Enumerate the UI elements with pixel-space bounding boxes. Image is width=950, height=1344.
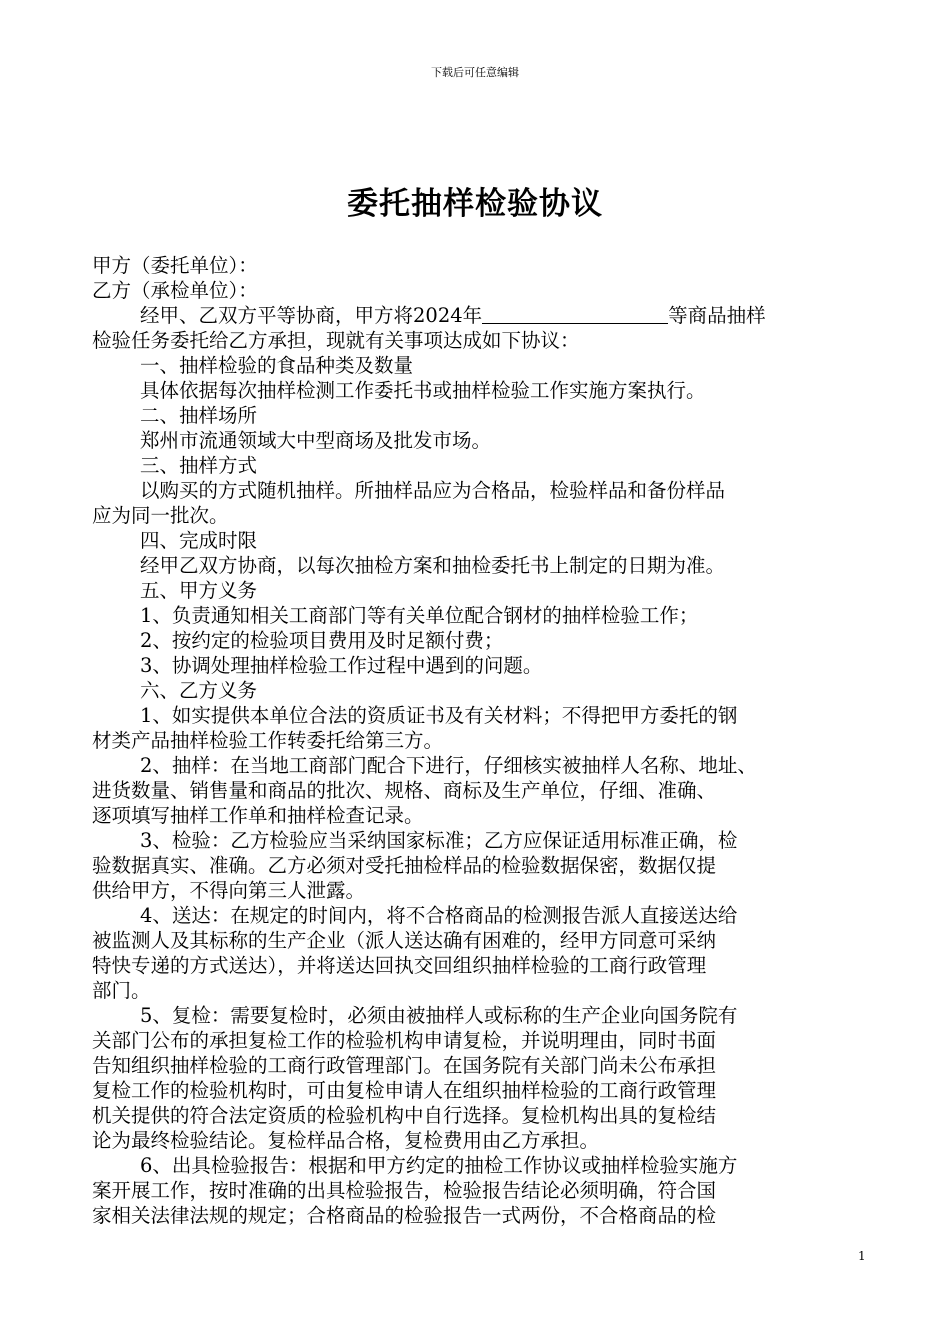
- body-line: 被监测人及其标称的生产企业（派人送达确有困难的，经甲方同意可采纳: [92, 929, 717, 952]
- body-line: 郑州市流通领域大中型商场及批发市场。: [140, 429, 492, 452]
- intro-suffix: 等商品抽样: [668, 304, 766, 327]
- body-line: 告知组织抽样检验的工商行政管理部门。在国务院有关部门尚未公布承担: [92, 1054, 717, 1077]
- body-line: 论为最终检验结论。复检样品合格，复检费用由乙方承担。: [92, 1129, 600, 1152]
- intro-line-2: 检验任务委托给乙方承担，现就有关事项达成如下协议：: [92, 329, 580, 352]
- body-line: 3、协调处理抽样检验工作过程中遇到的问题。: [140, 654, 543, 677]
- body-line: 四、完成时限: [140, 529, 258, 552]
- intro-prefix: 经甲、乙双方平等协商，甲方将: [140, 304, 414, 327]
- body-line: 4、送达：在规定的时间内，将不合格商品的检测报告派人直接送达给: [140, 904, 738, 927]
- intro-year: 2024年: [413, 304, 483, 327]
- body-line: 1、如实提供本单位合法的资质证书及有关材料；不得把甲方委托的钢: [140, 704, 738, 727]
- body-line: 供给甲方，不得向第三人泄露。: [92, 879, 366, 902]
- body-line: 2、抽样：在当地工商部门配合下进行，仔细核实被抽样人名称、地址、: [140, 754, 757, 777]
- body-line: 二、抽样场所: [140, 404, 258, 427]
- body-line: 复检工作的检验机构时，可由复检申请人在组织抽样检验的工商行政管理: [92, 1079, 717, 1102]
- body-line: 验数据真实、准确。乙方必须对受托抽检样品的检验数据保密，数据仅提: [92, 854, 717, 877]
- body-line: 1、负责通知相关工商部门等有关单位配合钢材的抽样检验工作；: [140, 604, 699, 627]
- intro-line: [92, 303, 882, 328]
- body-line: 逐项填写抽样工作单和抽样检查记录。: [92, 804, 424, 827]
- body-line: 六、乙方义务: [140, 679, 258, 702]
- body-line: 部门。: [92, 979, 151, 1002]
- body-line: 五、甲方义务: [140, 579, 258, 602]
- body-line: 关部门公布的承担复检工作的检验机构申请复检，并说明理由，同时书面: [92, 1029, 717, 1052]
- body-line: 5、复检：需要复检时，必须由被抽样人或标称的生产企业向国务院有: [140, 1004, 738, 1027]
- body-line: 进货数量、销售量和商品的批次、规格、商标及生产单位，仔细、准确、: [92, 779, 717, 802]
- body-line: 案开展工作，按时准确的出具检验报告，检验报告结论必须明确，符合国: [92, 1179, 717, 1202]
- body-line: 以购买的方式随机抽样。所抽样品应为合格品，检验样品和备份样品: [140, 479, 726, 502]
- document-title: 委托抽样检验协议: [347, 186, 603, 222]
- page-number: 1: [858, 1249, 866, 1263]
- body-line: 3、检验：乙方检验应当采纳国家标准；乙方应保证适用标准正确，检: [140, 829, 738, 852]
- body-line: 家相关法律法规的规定；合格商品的检验报告一式两份，不合格商品的检: [92, 1204, 717, 1227]
- body-line: 特快专递的方式送达），并将送达回执交回组织抽样检验的工商行政管理: [92, 954, 707, 977]
- body-line: 具体依据每次抽样检测工作委托书或抽样检验工作实施方案执行。: [140, 379, 706, 402]
- fill-in-blank: [482, 305, 668, 324]
- body-line: 2、按约定的检验项目费用及时足额付费；: [140, 629, 504, 652]
- header-note: 下载后可任意编辑: [431, 66, 519, 79]
- document-body: [92, 253, 882, 1228]
- body-line: 机关提供的符合法定资质的检验机构中自行选择。复检机构出具的复检结: [92, 1104, 717, 1127]
- party-a-line: 甲方（委托单位）：: [92, 254, 258, 277]
- body-line: 材类产品抽样检验工作转委托给第三方。: [92, 729, 444, 752]
- party-b-line: 乙方（承检单位）：: [92, 279, 258, 302]
- body-line: 一、抽样检验的食品种类及数量: [140, 354, 414, 377]
- body-line: 6、出具检验报告：根据和甲方约定的抽检工作协议或抽样检验实施方: [140, 1154, 738, 1177]
- body-line: 应为同一批次。: [92, 504, 229, 527]
- body-line: 经甲乙双方协商，以每次抽检方案和抽检委托书上制定的日期为准。: [140, 554, 726, 577]
- body-line: 三、抽样方式: [140, 454, 258, 477]
